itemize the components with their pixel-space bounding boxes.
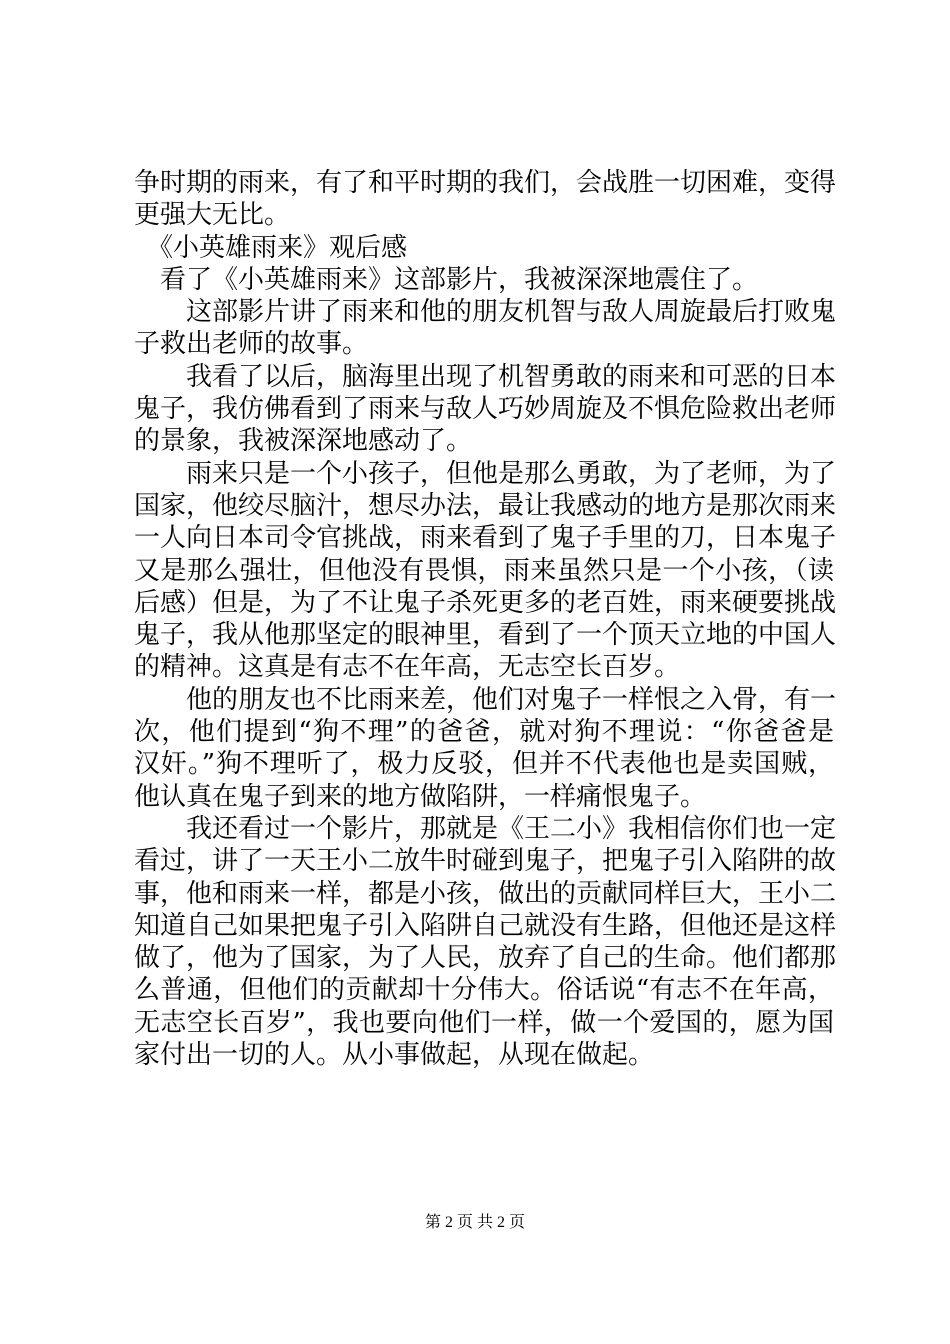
text-line: 的精神。这真是有志不在年高，无志空长百岁。 bbox=[134, 652, 681, 683]
text-line: 我看了以后，脑海里出现了机智勇敢的雨来和可恶的日本 bbox=[134, 361, 837, 392]
text-line: 知道自己如果把鬼子引入陷阱自己就没有生路，但他还是这样 bbox=[134, 910, 837, 941]
text-line: 子救出老师的故事。 bbox=[134, 329, 369, 360]
text-line: 看过，讲了一天王小二放牛时碰到鬼子，把鬼子引入陷阱的故 bbox=[134, 846, 837, 877]
text-line: 国家，他绞尽脑汁，想尽办法，最让我感动的地方是那次雨来 bbox=[134, 490, 837, 521]
text-line: 更强大无比。 bbox=[134, 200, 291, 231]
text-line: 鬼子，我仿佛看到了雨来与敌人巧妙周旋及不惧危险救出老师 bbox=[134, 394, 837, 425]
text-line: 后感）但是，为了不让鬼子杀死更多的老百姓，雨来硬要挑战 bbox=[134, 587, 837, 618]
text-line: 他的朋友也不比雨来差，他们对鬼子一样恨之入骨，有一 bbox=[134, 684, 837, 715]
text-line: 鬼子，我从他那坚定的眼神里，看到了一个顶天立地的中国人 bbox=[134, 620, 837, 651]
page-footer: 第 2 页 共 2 页 bbox=[424, 1214, 525, 1231]
text-line: 看了《小英雄雨来》这部影片，我被深深地震住了。 bbox=[134, 264, 759, 295]
text-line: 的景象，我被深深地感动了。 bbox=[134, 426, 473, 457]
text-line: 次，他们提到“狗不理”的爸爸，就对狗不理说：“你爸爸是 bbox=[134, 717, 834, 748]
text-line: 争时期的雨来，有了和平时期的我们，会战胜一切困难，变得 bbox=[134, 168, 837, 198]
text-line: 做了，他为了国家，为了人民，放弃了自己的生命。他们都那 bbox=[134, 943, 837, 974]
text-line: 又是那么强壮，但他没有畏惧，雨来虽然只是一个小孩，（读 bbox=[134, 555, 834, 586]
text-line: 事，他和雨来一样，都是小孩，做出的贡献同样巨大，王小二 bbox=[134, 878, 837, 909]
text-line: 一人向日本司令官挑战，雨来看到了鬼子手里的刀，日本鬼子 bbox=[134, 523, 837, 554]
text-line: 家付出一切的人。从小事做起，从现在做起。 bbox=[134, 1040, 655, 1071]
body-text bbox=[134, 167, 837, 1071]
text-line: 他认真在鬼子到来的地方做陷阱，一样痛恨鬼子。 bbox=[134, 781, 707, 812]
text-line: 这部影片讲了雨来和他的朋友机智与敌人周旋最后打败鬼 bbox=[134, 297, 837, 328]
text-line: 么普通，但他们的贡献却十分伟大。俗话说“有志不在年高， bbox=[134, 975, 834, 1006]
article-title: 《小英雄雨来》观后感 bbox=[134, 232, 408, 263]
text-line: 无志空长百岁”，我也要向他们一样，做一个爱国的，愿为国 bbox=[134, 1007, 834, 1038]
text-line: 雨来只是一个小孩子，但他是那么勇敢，为了老师，为了 bbox=[134, 458, 837, 489]
text-line: 我还看过一个影片，那就是《王二小》我相信你们也一定 bbox=[134, 813, 837, 844]
text-line: 汉奸。”狗不理听了，极力反驳，但并不代表他也是卖国贼， bbox=[134, 749, 834, 780]
